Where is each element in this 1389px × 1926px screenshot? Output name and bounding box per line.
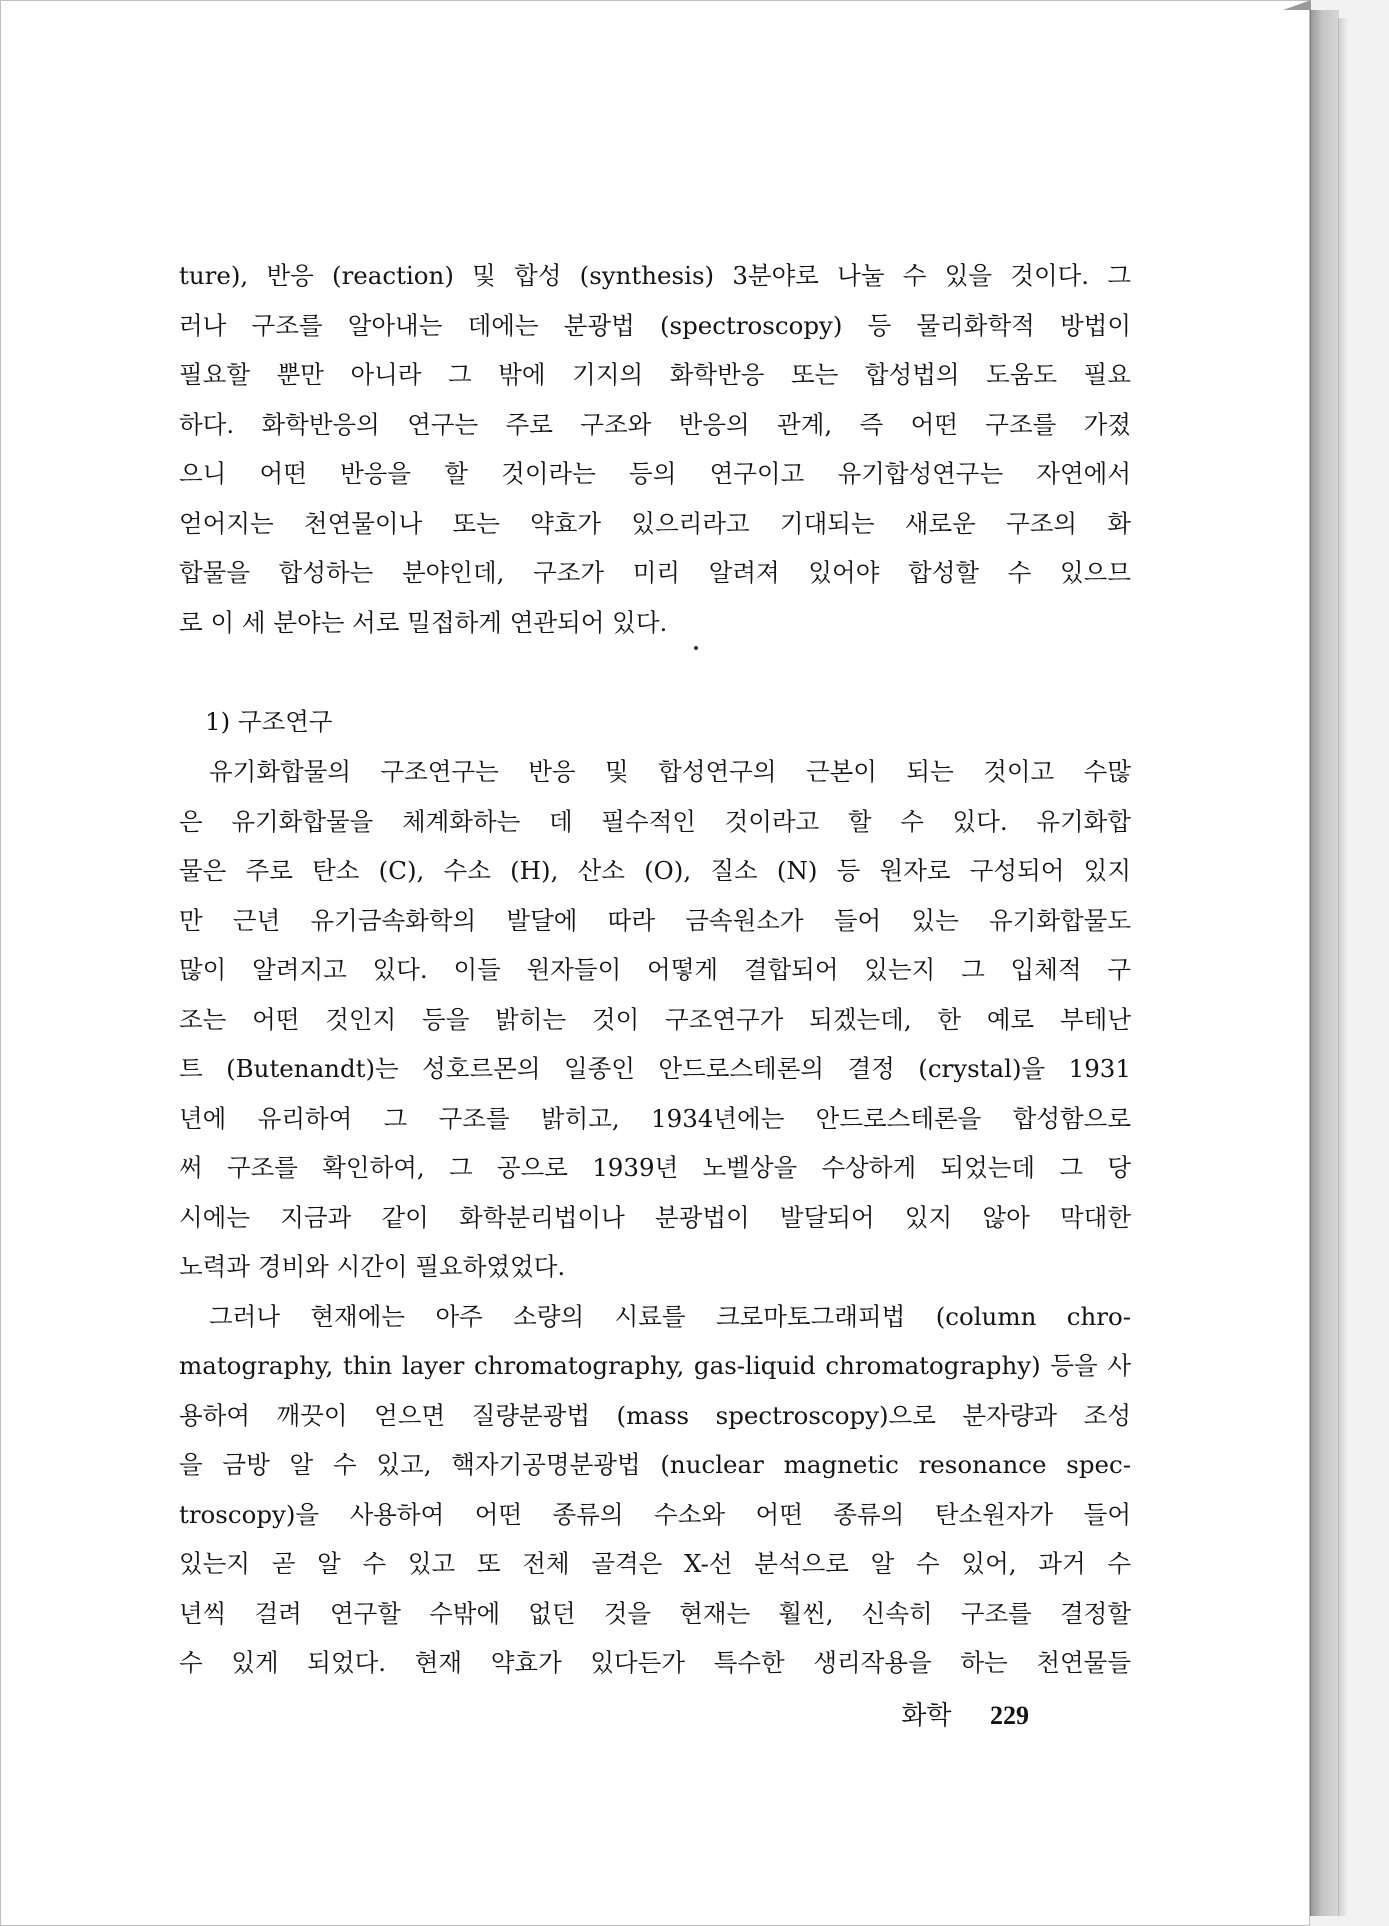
text-line: 용하여 깨끗이 얻으면 질량분광법 (mass spectroscopy)으로 분자량과 조성 <box>179 1400 1131 1430</box>
text-line: 러나 구조를 알아내는 데에는 분광법 (spectroscopy) 등 물리화학적 방법이 <box>179 310 1131 340</box>
text-line: 필요할 뿐만 아니라 그 밖에 기지의 화학반응 또는 합성법의 도움도 필요 <box>179 360 1131 389</box>
section-heading: 1) 구조연구 <box>205 707 333 736</box>
text-line: 트 (Butenandt)는 성호르몬의 일종인 안드로스테론의 결정 (crystal)을 1931 <box>179 1054 1131 1083</box>
paragraph-modern-methods <box>179 1292 1131 1688</box>
paragraph-intro <box>179 251 1131 647</box>
text-line: 수 있게 되었다. 현재 약효가 있다든가 특수한 생리작용을 하는 천연물들 <box>179 1648 1131 1677</box>
text-line: 얻어지는 천연물이나 또는 약효가 있으리라고 기대되는 새로운 구조의 화 <box>179 508 1131 538</box>
page-shadow <box>1338 18 1348 1916</box>
text-line: 을 금방 알 수 있고, 핵자기공명분광법 (nuclear magnetic resonance spec- <box>179 1450 1131 1479</box>
text-line: 그러나 현재에는 아주 소량의 시료를 크로마토그래피법 (column chro- <box>209 1301 1131 1331</box>
text-line: 년씩 걸려 연구할 수밖에 없던 것을 현재는 훨씬, 신속히 구조를 결정할 <box>179 1598 1131 1628</box>
text-line: 노력과 경비와 시간이 필요하였었다. <box>179 1252 566 1281</box>
text-line: 있는지 곧 알 수 있고 또 전체 골격은 X-선 분석으로 알 수 있어, 과거 수 <box>179 1549 1131 1578</box>
page-footer <box>901 1695 1029 1732</box>
page-number: 229 <box>990 1701 1029 1730</box>
text-line: 조는 어떤 것인지 등을 밝히는 것이 구조연구가 되겠는데, 한 예로 부테난 <box>179 1004 1131 1034</box>
text-line: 많이 알려지고 있다. 이들 원자들이 어떻게 결합되어 있는지 그 입체적 구 <box>179 955 1131 984</box>
running-footer-section: 화학 <box>901 1701 952 1731</box>
text-line: 유기화합물의 구조연구는 반응 및 합성연구의 근본이 되는 것이고 수많 <box>209 757 1131 786</box>
text-line: 물은 주로 탄소 (C), 수소 (H), 산소 (O), 질소 (N) 등 원자로 구성되어 있지 <box>179 856 1131 885</box>
text-line: ture), 반응 (reaction) 및 합성 (synthesis) 3분야로 나눌 수 있을 것이다. 그 <box>179 261 1131 290</box>
text-line: 합물을 합성하는 분야인데, 구조가 미리 알려져 있어야 합성할 수 있으므 <box>179 558 1131 587</box>
text-line: 만 근년 유기금속화학의 발달에 따라 금속원소가 들어 있는 유기화합물도 <box>179 905 1131 935</box>
text-line: 로 이 세 분야는 서로 밀접하게 연관되어 있다. <box>179 607 668 637</box>
text-line: 하다. 화학반응의 연구는 주로 구조와 반응의 관계, 즉 어떤 구조를 가졌 <box>179 409 1131 439</box>
text-line: 써 구조를 확인하여, 그 공으로 1939년 노벨상을 수상하게 되었는데 그 당 <box>179 1153 1131 1182</box>
text-line: matography, thin layer chromatography, gas-liquid chromatography) 등을 사 <box>179 1351 1131 1380</box>
book-page-edge <box>1310 10 1339 1916</box>
paragraph-structure-research <box>179 747 1131 1292</box>
text-line: 시에는 지금과 같이 화학분리법이나 분광법이 발달되어 있지 않아 막대한 <box>179 1202 1131 1232</box>
text-line: 으니 어떤 반응을 할 것이라는 등의 연구이고 유기합성연구는 자연에서 <box>179 459 1131 488</box>
text-line: 은 유기화합물을 체계화하는 데 필수적인 것이라고 할 수 있다. 유기화합 <box>179 806 1131 836</box>
page-body <box>179 251 1131 1688</box>
text-line: 년에 유리하여 그 구조를 밝히고, 1934년에는 안드로스테론을 합성함으로 <box>179 1103 1131 1133</box>
text-line: troscopy)을 사용하여 어떤 종류의 수소와 어떤 종류의 탄소원자가 들어 <box>179 1499 1131 1529</box>
paragraph-spacer <box>179 647 1131 697</box>
